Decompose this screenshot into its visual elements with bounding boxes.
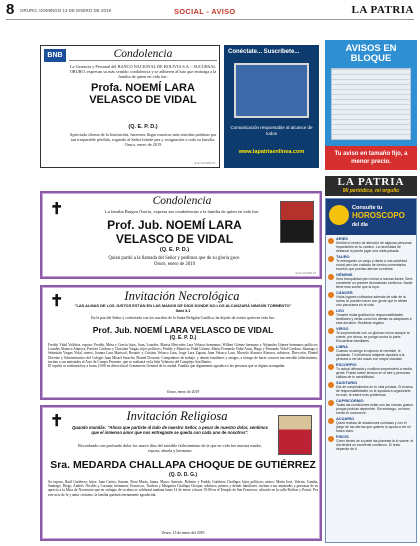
promo-url[interactable]: www.lapatriaenlinea.com <box>238 149 305 155</box>
horoscope-header <box>326 199 416 235</box>
ad-lead-text: La Gerencia y Personal del BANCO NACIONAL DE BOLIVIA S.A. - SUCURSAL ORURO, expresan su más sentido condolencia y se adhieren al luto que embarga a la familia de quien en vida fue: <box>69 64 217 80</box>
sign-geminis <box>328 273 414 289</box>
place-date: Oruro, 13 de enero del 2019 <box>161 531 205 535</box>
scorpio-icon <box>328 364 334 370</box>
ad-title: Invitación Necrológica <box>124 289 240 303</box>
ad-reference: E-97-W-008-73 <box>194 161 215 165</box>
sign-name: ACUARIO <box>336 416 355 421</box>
sign-text: Todas las condiciones están con las nuevas gustos porque podrías deprimirte. Sin embargo, un buen medio te conmueve. <box>336 403 413 416</box>
ad-lead-text: Recordando con profundo dolor los nueve días del sensible fallecimiento de la que en vida fue nuestra madre, esposa, abuela y hermana: <box>78 443 262 453</box>
sign-name: PISCIS <box>336 434 349 439</box>
aries-icon <box>328 238 334 244</box>
ad-closing <box>69 132 217 148</box>
ad-closing <box>62 256 287 268</box>
sign-name: CAPRICORNIO <box>336 398 364 403</box>
capricorn-icon <box>328 400 334 406</box>
sign-piscis <box>328 435 414 451</box>
closing-text: Quien partió a la llamada del Señor y pedimos que de su gloria goce. <box>108 256 241 261</box>
ad-reference: E-97-W-008-72 <box>295 271 316 275</box>
ad-lead-text: En la paz del Señor y confortada con los auxilios de la Santa Religión Católica, ha dejado de existir quien en vida fue: <box>91 316 275 320</box>
horoscope-subtitle: del día <box>352 222 368 228</box>
sagittarius-icon <box>328 382 334 388</box>
deceased-photo <box>280 201 314 243</box>
page-number: 8 <box>6 1 15 18</box>
ad-title: Invitación Religiosa <box>126 409 228 423</box>
sign-text: Como tienes de tu parte las planetas la lo suerte, el día tendrá un excelente comienzo. El resto depende de ti. <box>336 439 414 452</box>
sign-text: Vistía lugares cultivados además de salir de la rutina, te pueden hacer con gente que te afecte otro panorama en la vida. <box>336 295 408 308</box>
avisos-banner: Tu aviso en tamaño fijo, a menor precio. <box>325 146 417 170</box>
sign-libra <box>328 345 414 361</box>
sign-text: Tu actual ultimada y conflicto sorprenderá a media gente. Puede haber tensión en el aire y personas cálidas de tu sensibilidad. <box>336 367 412 380</box>
sign-tauro <box>328 255 414 271</box>
ad-body: Su esposo, Raúl Gutiérrez; hijos: Juan Carlos, Susana, Rosa María, Juana, Marco Antonio, Roberto y Freddy Gutiérrez Challapa; hijos políticos; nietos: María José, Valeria, Camila, Santiago, Diego, Andrés, Nicolás y Luciana; hermanos: Francisco, Teodora y Margarita Challapa Choque; sobrinos, primos y demás familiares, invitan a sus amistades y personas de su aprecio a la Misa de Novenario que en sufragio de su alma se celebrará mañana lunes 14 de enero a horas 19:00 en el Templo de San Francisco, ubicado en la calle Bolívar y Potosí. Por este acto de fe y amor cristiano, la familia quedará eternamente agradecida. <box>48 480 318 497</box>
avisos-title: AVISOS EN BLOQUE <box>345 43 397 64</box>
taurus-icon <box>328 256 334 262</box>
cancer-icon <box>328 292 334 298</box>
qddg-label: (Q. D. D. G.) <box>168 472 198 478</box>
sign-text: Te entregarán un cargo y darás a una actividad social pero tan cuidado de ciertos comentarios escritos que puedan afectar tu estima. <box>336 259 407 272</box>
horoscope-panel <box>325 198 417 543</box>
gemini-icon <box>328 274 334 280</box>
moon-icon <box>329 205 349 225</box>
cross-icon: ✝ <box>50 199 64 218</box>
family-condolence-ad <box>40 191 322 279</box>
promo-headline: Conéctate... Suscríbete... <box>228 49 300 55</box>
ad-title: Condolencia <box>69 48 217 61</box>
section-title: SOCIAL - AVISO <box>174 7 236 16</box>
sign-name: TAURO <box>336 254 350 259</box>
memorial-quote: Quando mandás: "Ahora que partiste al lado de nuestro Señor, a pesar de nuestro dolor, sentimos que el inmenso amor que nos entregaste se queda con cada uno de nosotros". <box>72 425 268 435</box>
sign-name: GÉMINIS <box>336 272 353 277</box>
qepd-label: (Q. E. P. D.) <box>169 335 197 341</box>
sign-virgo <box>328 327 414 343</box>
sign-text: Será tranquilidad pero tomar a nuevas llaves. Será someterte un ponerte demostrado sentimos. Nadie tiene más suerte que la tuya. <box>336 277 413 290</box>
sign-text: Día de cumplimientos en tu vida privada. El exceso de responsabilidades no te ayudará a organizarte, es más, te traerá más problemas. <box>336 385 413 398</box>
qepd-label: (Q. E. P. D.) <box>159 247 190 253</box>
sign-name: VIRGO <box>336 326 349 331</box>
sign-text: Cuando un amigo en apuros te necesite, le ayudarás. Tu influencia relajante ayudará a la persona a ver las cosas con mayor claridad. <box>336 349 405 362</box>
deceased-name <box>69 82 217 106</box>
closing-text: Apreciada clienta de la Institución, hacemos llegar nuestras más sentidas palabras por tan irreparable pérdida, rogando al Señor brinde paz y resignación a toda su familia. <box>69 132 217 143</box>
qepd-label: (Q. E. P. D.) <box>128 124 158 130</box>
burial-text: El sepelio se realizará hoy a horas 10:00 en dirección al Cementerio General de la ciudad. Familia que dignamente agradece a las personas que se dignen acompañar. <box>48 364 286 369</box>
family-list-text: Freddy Vidal Valdivia, esposo; Freddy, Mirta y Grecia hijos, Joan, Lourdes, Marisa Mercedes Lara Velasco hermanos; Wilbert Gómez hermano y Alejandro Gómez hermanos políticos; Lourdes Alanoca Alanoca, Patricia Cardozo y Christian Vargas, hijos políticos; Freddy y Mauricio Vidal Gómez, Mario Fernando Vidal Arias, Hugo y Fernando Vidal Cardozo, Santiago y Sebastián Vargas Vidal, nietos; Joanna Lara Mariscal, Rosario y Cristina Velasco Lara, Jorge Lara Zapata, Juan Velasco Lara, Marcela Alanoca Alanoca, sobrinos; Dirección, Plantel Docente y Administrativo del Colegio Juan Misael Saracho, Plantel Docente, Compañeros de trabajo, y demás familiares y amigos, a tiempo de hacer conocer tan sensible fallecimiento, invitan a sus amistades al Acto de Cuerpo Presente, que se realizará en la Sala Velatoria del Complejo San Benito. <box>48 343 318 364</box>
virgo-icon <box>328 328 334 334</box>
sign-text: Sentirá el centro de atención de algunas personas importantes en tu camino. La necesidad de destacar lo puede jugar una mala pasada. <box>336 241 412 254</box>
la-patria-name: LA PATRIA <box>337 176 405 188</box>
sign-text: Te sorprenderás con un glorioso tonos aunque la suerte, por ahora, se ponga contra tu parte. Encuentran familiares. <box>336 331 410 344</box>
deceased-photo <box>278 415 312 455</box>
place-date: Oruro, enero de 2019 <box>166 390 200 394</box>
bible-quote: "LAS ALMAS DE LOS JUSTOS ESTÁN EN LAS MANOS DE DIOS DONDE NO LOS ALCANZARÁ NINGÚN TORMENTO" Sabi 3.1 <box>74 303 292 313</box>
sign-capricornio <box>328 399 414 415</box>
sign-name: SAGITARIO <box>336 380 358 385</box>
sign-name: LEO <box>336 308 344 313</box>
avisos-en-bloque-ad <box>325 40 417 170</box>
place-date: Oruro, enero de 2019 <box>124 142 162 148</box>
deceased-name-line1: Profa. NOEMÍ LARA <box>91 82 195 94</box>
ad-lead-text: La familia Burgoa Osorio, expresa sus condolencias a la familia de quien en vida fue: <box>105 209 259 214</box>
bnb-logo: BNB <box>44 49 66 62</box>
deceased-name <box>62 218 287 246</box>
bnb-condolence-ad <box>40 45 220 168</box>
cross-icon: ✝ <box>50 291 64 310</box>
page-header <box>6 1 414 20</box>
sign-text: Quizá recibas de situaciones confusas y con el juego de las sierras que quieres lo ayuda a ver mi futuro claro. <box>336 421 411 434</box>
libra-icon <box>328 346 334 352</box>
sign-text: Tomarte estas gratitud los responsabilidades familiares y verás como los demás se adaptarán a esta decisión. Recibirás regalos. <box>336 313 412 326</box>
pisces-icon <box>328 436 334 442</box>
ad-body <box>48 343 318 368</box>
subscribe-promo[interactable] <box>224 45 319 168</box>
classifieds-grid-image <box>331 68 411 140</box>
horoscope-kicker: Consulte tu <box>352 205 383 211</box>
sign-sagitario <box>328 381 414 397</box>
sign-acuario <box>328 417 414 433</box>
obituary-invitation-ad <box>40 285 322 400</box>
la-patria-banner <box>325 176 417 196</box>
place-date: Oruro, enero de 2019 <box>153 262 196 267</box>
aquarius-icon <box>328 418 334 424</box>
deceased-name-line2: VELASCO DE VIDAL <box>89 94 197 106</box>
la-patria-slogan: Mi periódico, mi orgullo <box>342 188 400 194</box>
sign-leo <box>328 309 414 325</box>
sign-aries <box>328 237 414 253</box>
newspaper-name: LA PATRIA <box>351 4 414 16</box>
sign-cancer <box>328 291 414 307</box>
horoscope-title: HOROSCOPO <box>352 211 405 220</box>
deceased-name: Sra. MEDARDA CHALLAPA CHOQUE DE GUTIÉRREZ <box>50 459 316 471</box>
laptop-image <box>234 63 309 118</box>
sign-name: ARIES <box>336 236 348 241</box>
promo-subline: Comunicación responsable al alcance de todos <box>230 125 313 136</box>
sign-name: ESCORPIO <box>336 362 357 367</box>
ad-title: Condolencia <box>152 195 212 207</box>
sign-name: LIBRA <box>336 344 348 349</box>
deceased-name-line1: Prof. Jub. NOEMÍ LARA <box>107 218 242 232</box>
religious-invitation-ad <box>40 405 322 541</box>
horoscope-list <box>328 237 414 453</box>
sign-escorpio <box>328 363 414 379</box>
leo-icon <box>328 310 334 316</box>
sign-name: CÁNCER <box>336 290 353 295</box>
date-line: ORURO, DOMINGO 13 DE ENERO DE 2019 <box>20 8 112 13</box>
cross-icon: ✝ <box>50 411 64 430</box>
deceased-name: Prof. Jub. NOEMÍ LARA VELASCO DE VIDAL <box>92 325 274 335</box>
deceased-name-line2: VELASCO DE VIDAL <box>115 232 234 246</box>
